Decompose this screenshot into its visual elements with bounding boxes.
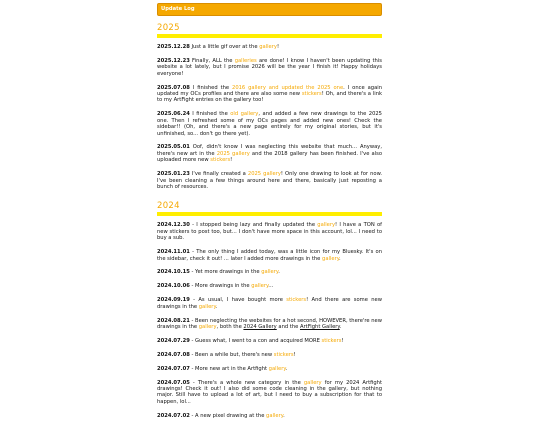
entry-text: . [339, 323, 342, 330]
log-entry [157, 58, 382, 77]
log-entry [157, 111, 382, 137]
entry-link[interactable]: gallery [322, 255, 340, 262]
log-entry [157, 283, 382, 289]
entry-text: ! [276, 44, 280, 50]
section-2025 [157, 24, 382, 190]
entry-text: Oof, didn't know I was neglecting this website that much... Anyway, there's new art in the [157, 144, 382, 157]
entry-link[interactable]: stickers [210, 157, 231, 164]
entry-text: - I stopped being lazy and finally updated the [189, 222, 318, 229]
entry-link[interactable]: gallery [198, 303, 216, 310]
entry-link[interactable]: 2016 gallery and updated the 2025 one [232, 84, 344, 91]
entry-text: I finished the [189, 84, 233, 91]
entry-text: ! And there are some new drawings in the [157, 297, 382, 310]
entry-text: - There's a whole new category in the [189, 379, 304, 386]
update-log-header [157, 3, 382, 16]
update-log-title: Update Log [161, 6, 195, 12]
entry-text: are done! I know I haven't been updating this website a lot lately, but I promise 2026 will be the year I finish it! Happy holidays everyone! [157, 57, 382, 77]
entry-text: . [283, 412, 285, 419]
entry-date: 2025.12.28 [157, 44, 190, 50]
log-entry [157, 352, 382, 358]
entry-link[interactable]: gallery [259, 44, 277, 50]
entry-date: 2024.07.07 [157, 365, 190, 372]
entry-date: 2025.01.23 [157, 171, 190, 178]
year-heading-2025: 2025 [157, 24, 382, 38]
year-heading-2024: 2024 [157, 202, 382, 216]
log-entry [157, 366, 382, 372]
log-entry [157, 318, 382, 331]
entry-date: 2024.10.15 [157, 269, 190, 276]
entry-text: ! [230, 157, 233, 164]
entry-text: and the 2018 gallery has been finished. I've also uploaded more new [157, 150, 382, 164]
entry-date: 2024.11.01 [157, 249, 190, 256]
entry-text: ! Oh, and there's a link to my ArtFight entries on the gallery too! [157, 91, 382, 104]
entry-date: 2024.07.08 [157, 351, 190, 358]
entry-underlined-link[interactable]: 2024 Gallery [243, 323, 277, 330]
entries-2025 [157, 44, 382, 190]
log-entry [157, 222, 382, 241]
entry-text: ! [341, 337, 344, 344]
entry-text: - Yet more drawings in the [189, 269, 262, 276]
entry-date: 2024.08.21 [157, 317, 190, 324]
entry-link[interactable]: gallery [268, 365, 286, 372]
log-entry [157, 297, 382, 310]
entry-text: , and added a few new drawings to the 2025 one. Then I refreshed some of my OCs pages and added new ones! Check the sidebar!! (Oh, and there's a new page entirely for my original stories, but it's unfinished, so... don't go there yet). [157, 111, 382, 137]
entry-date: 2024.07.29 [157, 337, 190, 344]
entry-underlined-link[interactable]: ArtFight Gallery [299, 323, 340, 330]
log-entry [157, 44, 382, 50]
entry-link[interactable]: gallery [317, 222, 336, 229]
entry-link[interactable]: galleries [234, 57, 257, 64]
entry-link[interactable]: gallery [261, 269, 279, 276]
entry-date: 2024.09.19 [157, 297, 190, 304]
section-2024 [157, 202, 382, 419]
log-entry [157, 249, 382, 262]
entry-text: ... [268, 283, 274, 290]
entry-date: 2025.05.01 [157, 144, 190, 151]
entry-link[interactable]: gallery [198, 323, 217, 330]
entry-text: , both the [216, 323, 244, 330]
entry-text: . [339, 255, 341, 262]
entry-date: 2024.07.05 [157, 379, 190, 386]
entry-text: - Been neglecting the websites for a hot second, HOWEVER, there're new drawings in the [157, 317, 382, 330]
entry-text: - More new art in the Artfight [189, 365, 269, 372]
entry-link[interactable]: stickers [286, 297, 307, 304]
entry-date: 2025.12.23 [157, 57, 190, 64]
entry-text: - As usual, I have bought more [189, 297, 287, 304]
entry-link[interactable]: old gallery [230, 111, 259, 118]
entry-text: . [285, 365, 288, 372]
log-entry [157, 269, 382, 275]
entry-text: Just a little gif over at the [189, 44, 260, 50]
entry-link[interactable]: stickers [273, 351, 294, 358]
log-entry [157, 338, 382, 344]
entry-link[interactable]: stickers [301, 91, 322, 98]
log-entry [157, 85, 382, 104]
entry-text: - More drawings in the [189, 283, 252, 290]
entry-link[interactable]: gallery [266, 412, 284, 419]
entry-text: . I once again updated my OCs profiles and there are also some new [157, 84, 382, 98]
entry-link[interactable]: 2025 gallery [216, 150, 250, 157]
entries-2024 [157, 222, 382, 419]
log-entry [157, 144, 382, 163]
entry-text: - A new pixel drawing at the [189, 412, 267, 419]
log-entry [157, 413, 382, 419]
update-log-panel [157, 3, 382, 427]
entry-link[interactable]: 2025 gallery [247, 171, 281, 178]
entry-date: 2025.07.08 [157, 84, 190, 91]
log-entry [157, 171, 382, 190]
entry-date: 2024.10.06 [157, 283, 190, 290]
entry-text: ! Only one drawing to look at for now. I've been cleaning a few things around here and there, basically just reposting a bunch of resources. [157, 171, 382, 190]
entry-text: - Guess what, I went to a con and acquired MORE [189, 337, 322, 344]
entry-date: 2025.06.24 [157, 111, 190, 118]
entry-link[interactable]: gallery [303, 379, 322, 386]
entry-text: and the [276, 323, 300, 330]
entry-text: ! [293, 351, 296, 358]
entry-text: I finished the [189, 111, 231, 118]
entry-text: ! I have a TON of new stickers to post too, but... I don't have more space in this account, lol... I need to buy a sub. [157, 222, 382, 242]
log-entry [157, 380, 382, 406]
entry-text: . [215, 303, 218, 310]
entry-text: - The only thing I added today, was a little icon for my Bluesky. It's on the sidebar, check it out! ... later I added more drawings in the [157, 249, 382, 262]
entry-date: 2024.12.30 [157, 222, 190, 229]
entry-text: . [278, 269, 280, 276]
entry-text: I've finally created a [189, 171, 248, 178]
entry-text: Finally, ALL the [189, 57, 235, 64]
entry-link[interactable]: gallery [251, 283, 269, 290]
entry-date: 2024.07.02 [157, 412, 190, 419]
entry-text: - Been a while but, there's new [189, 351, 274, 358]
entry-link[interactable]: stickers [321, 337, 342, 344]
entry-text: for my 2024 Artfight drawings! Check it out! I also did some code cleaning in the gallery, but nothing major. Still have to upload a lot of art, but I need to buy a subscription for that to happen, lol... [157, 379, 383, 405]
